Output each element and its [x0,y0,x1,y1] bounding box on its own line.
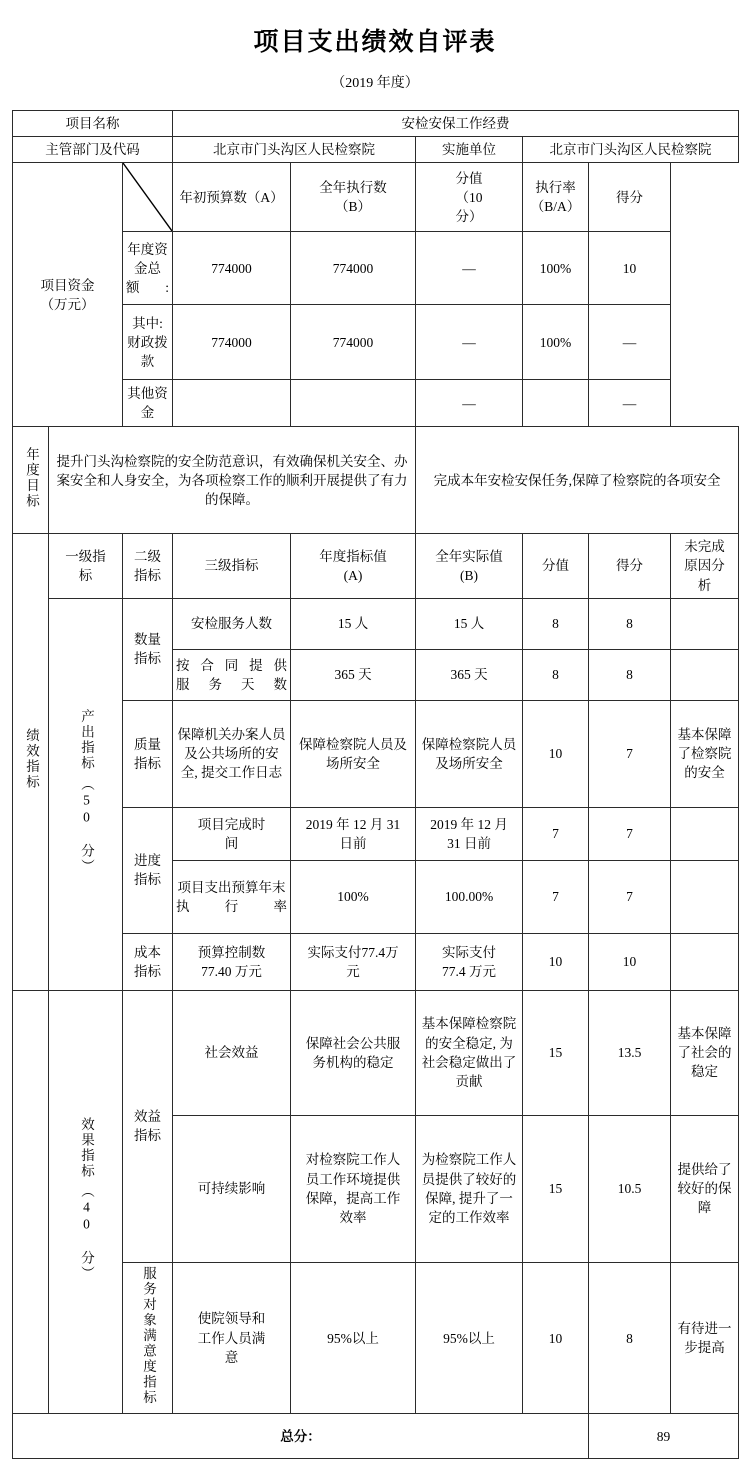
points-value: 8 [523,649,589,700]
funds-budget-value [173,380,291,427]
reason-value [671,649,739,700]
actual-value: 100.00% [416,860,523,933]
funds-header-row [13,163,739,232]
reason-value: 提供给了较好的保障 [671,1115,739,1262]
indicator-row [13,990,739,1115]
annual-value: 365 天 [291,649,416,700]
total-row [13,1414,739,1459]
page-subtitle: （2019 年度） [331,76,419,91]
funds-row-label: 其他资金 [123,380,173,427]
score-value: 10.5 [589,1115,671,1262]
project-name-row [13,111,739,137]
effect-group-label: 效果指标 （40 分） [49,990,123,1414]
points-value: 10 [523,933,589,990]
score-value: 7 [589,807,671,860]
annual-value: 95%以上 [291,1262,416,1414]
reason-value: 基本保障了检察院的安全 [671,700,739,807]
funds-rate-value [523,380,589,427]
funds-budget-value: 774000 [173,232,291,305]
reason-value: 基本保障了社会的稳定 [671,990,739,1115]
subgroup-cost-label: 成本 指标 [123,933,173,990]
score-value: 8 [589,598,671,649]
indicator-header-row [13,534,739,598]
score-value: 8 [589,1262,671,1414]
points-value: 8 [523,598,589,649]
column-level2: 二级 指标 [123,534,173,598]
actual-value: 保障检察院人员及场所安全 [416,700,523,807]
points-value: 15 [523,990,589,1115]
level3-indicator: 项目完成时 间 [173,807,291,860]
funds-row-label: 其中: 财政拨款 [123,305,173,380]
column-level1: 一级指 标 [49,534,123,598]
funds-score-value: — [589,380,671,427]
column-annual-value: 年度指标值 (A) [291,534,416,598]
annual-value: 100% [291,860,416,933]
funds-col-score: 得分 [589,163,671,232]
column-score: 得分 [589,534,671,598]
actual-value: 基本保障检察院的安全稳定, 为社会稳定做出了贡献 [416,990,523,1115]
annual-goal-row [13,427,739,534]
page-title: 项目支出绩效自评表 [253,29,497,56]
performance-evaluation-form-page [0,22,750,1444]
funds-exec-value [291,380,416,427]
annual-value: 保障检察院人员及场所安全 [291,700,416,807]
funds-col-points: 分值 （10 分） [416,163,523,232]
points-value: 7 [523,860,589,933]
funds-score-value: 10 [589,232,671,305]
annual-value: 保障社会公共服 务机构的稳定 [291,990,416,1115]
points-value: 7 [523,807,589,860]
annual-value: 对检察院工作人 员工作环境提供 保障，提高工作 效率 [291,1115,416,1262]
level3-indicator: 项目支出预算年末执行率 [173,860,291,933]
points-value: 15 [523,1115,589,1262]
annual-value: 2019 年 12 月 31 日前 [291,807,416,860]
annual-value: 实际支付77.4万 元 [291,933,416,990]
annual-value: 15 人 [291,598,416,649]
project-name-value: 安检安保工作经费 [173,111,739,137]
actual-value: 365 天 [416,649,523,700]
reason-value [671,933,739,990]
level3-indicator: 安检服务人数 [173,598,291,649]
reason-value [671,807,739,860]
project-name-label: 项目名称 [13,111,173,137]
subgroup-quantity-label: 数量 指标 [123,598,173,700]
actual-value: 为检察院工作人员提供了较好的保障, 提升了一定的工作效率 [416,1115,523,1262]
annual-goal-label: 年度目标 [13,427,49,534]
funds-col-budget: 年初预算数（A） [173,163,291,232]
actual-value: 实际支付 77.4 万元 [416,933,523,990]
output-group-label: 产出指标 （50 分） [49,598,123,990]
reason-value: 有待进一步提高 [671,1262,739,1414]
reason-value [671,598,739,649]
funds-points-value: — [416,232,523,305]
score-value: 10 [589,933,671,990]
subgroup-progress-label: 进度 指标 [123,807,173,933]
actual-value: 2019 年 12 月 31 日前 [416,807,523,860]
subgroup-quality-label: 质量 指标 [123,700,173,807]
funds-score-value: — [589,305,671,380]
funds-points-value: — [416,380,523,427]
indicator-row [13,598,739,649]
level3-indicator: 按合同提供 服务天数 [173,649,291,700]
annual-goal-result: 完成本年安检安保任务,保障了检察院的各项安全 [416,427,739,534]
points-value: 10 [523,1262,589,1414]
subgroup-benefit-label: 效益 指标 [123,990,173,1262]
column-reason: 未完成 原因分 析 [671,534,739,598]
funds-section-label: 项目资金 （万元） [13,163,123,427]
total-label: 总分： [13,1414,589,1459]
reason-value [671,860,739,933]
score-value: 7 [589,700,671,807]
funds-exec-value: 774000 [291,232,416,305]
funds-rate-value: 100% [523,232,589,305]
level3-indicator: 可持续影响 [173,1115,291,1262]
funds-row-label: 年度资金总额: [123,232,173,305]
performance-indicator-label: 绩效指标 [13,534,49,990]
level3-indicator: 预算控制数 77.40 万元 [173,933,291,990]
actual-value: 95%以上 [416,1262,523,1414]
points-value: 10 [523,700,589,807]
funds-budget-value: 774000 [173,305,291,380]
evaluation-table [12,110,739,1459]
funds-exec-value: 774000 [291,305,416,380]
annual-goal-target: 提升门头沟检察院的安全防范意识，有效确保机关安全、办案安全和人身安全，为各项检察工作的顺利开展提供了有力的保障。 [49,427,416,534]
performance-indicator-label-lower [13,990,49,1414]
funds-rate-value: 100% [523,305,589,380]
funds-col-rate: 执行率 （B/A） [523,163,589,232]
department-label: 主管部门及代码 [13,137,173,163]
level3-indicator: 使院领导和 工作人员满 意 [173,1262,291,1414]
unit-value: 北京市门头沟区人民检察院 [523,137,739,163]
column-actual-value: 全年实际值 (B) [416,534,523,598]
column-level3: 三级指标 [173,534,291,598]
subgroup-satisfaction-label: 服务对象满意度指标 [123,1262,173,1414]
department-row [13,137,739,163]
level3-indicator: 保障机关办案人员及公共场所的安全, 提交工作日志 [173,700,291,807]
funds-col-exec: 全年执行数 （B） [291,163,416,232]
actual-value: 15 人 [416,598,523,649]
level3-indicator: 社会效益 [173,990,291,1115]
score-value: 13.5 [589,990,671,1115]
score-value: 7 [589,860,671,933]
unit-label: 实施单位 [416,137,523,163]
score-value: 8 [589,649,671,700]
column-points: 分值 [523,534,589,598]
funds-points-value: — [416,305,523,380]
funds-diagonal-cell [123,163,173,232]
total-score: 89 [589,1414,739,1459]
department-value: 北京市门头沟区人民检察院 [173,137,416,163]
